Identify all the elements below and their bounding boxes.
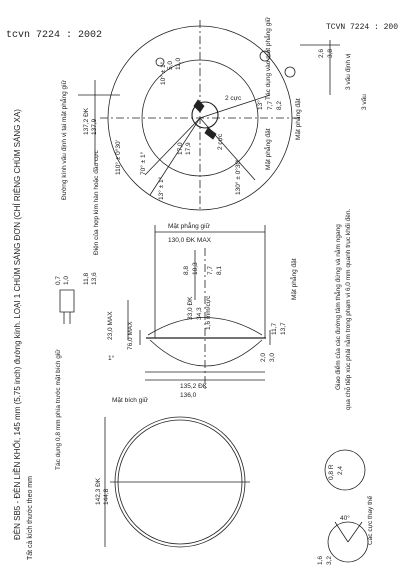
seat-plane-a: Mặt phẳng đặt xyxy=(265,128,272,170)
dim-136: 13,6 xyxy=(91,272,98,285)
dim-179: 17,9 xyxy=(185,142,192,155)
front-view-labels xyxy=(95,464,374,565)
dim-118: 11,8 xyxy=(83,272,90,285)
angle-70: 70° ± 1° xyxy=(140,151,147,175)
dim-230: 23,0 MAX xyxy=(107,311,114,340)
aiming-pads-label: 3 vấu định vị xyxy=(345,53,352,90)
center-note-1: Giao điểm của các đường tâm thẳng đứng và nằm ngang xyxy=(335,224,342,390)
dim-103: 10,3 xyxy=(192,262,199,275)
dim-1352: 135,2 ĐK xyxy=(180,383,208,390)
dim-1448: 144,8 xyxy=(103,488,110,505)
dim-77b: 7,7 xyxy=(207,265,214,275)
dim-50: 5,0 xyxy=(167,60,174,70)
cuc-left: 2 cực xyxy=(225,95,242,102)
dim-82: 8,2 xyxy=(276,100,283,110)
angle-130: 130° ± 0°30' xyxy=(235,159,242,195)
center-note-2: qua chỗ tiếp xúc phải nằm trong phạm vi 6,0 mm quanh trục khối đèn. xyxy=(345,208,352,410)
solder-label: Điện của hợp kim hàn hoặc đầu cực xyxy=(93,150,100,255)
dim-16: 1,6 xyxy=(317,555,324,565)
dim-20: 2,0 xyxy=(260,352,267,362)
dim-10: 1,0 xyxy=(63,275,70,285)
angle-13a: 13° xyxy=(257,100,264,110)
dim-1423: 142,3 ĐK xyxy=(95,477,102,505)
angle-110: 110° ± 0°30' xyxy=(115,140,122,175)
dim-terminal: 1,6 mm/cực xyxy=(205,295,212,330)
pos-ring-label: Đường kính vấu định vị tại mặt phẳng giữ xyxy=(61,80,68,200)
dim-1360: 136,0 xyxy=(180,392,197,399)
detail-ray-1 xyxy=(335,522,348,542)
dim-1379: 137,9 xyxy=(91,118,98,135)
dim-1deg: 1° xyxy=(108,355,115,362)
dim-88: 8,8 xyxy=(183,265,190,275)
alt-terminals: Các cực thay thế xyxy=(367,495,374,545)
dim-24: 2,4 xyxy=(337,465,344,475)
dim-77: 7,7 xyxy=(267,100,274,110)
dim-38: 3,8 xyxy=(327,48,334,58)
side-view xyxy=(60,225,270,392)
flange-label: Mặt bích giữ xyxy=(112,397,149,404)
terminal-socket xyxy=(60,290,74,324)
cuc-right: 2 cực xyxy=(217,133,224,150)
angle-40: 40° xyxy=(340,515,350,522)
seat-plane-b: Mặt phẳng đặt xyxy=(295,98,302,140)
rear-view-labels xyxy=(59,16,368,200)
dim-170: 17,0 xyxy=(177,142,184,155)
pad-dia-label: 3 vấu xyxy=(361,94,368,110)
dim-34: 34,3 xyxy=(196,307,203,320)
drawing-title: ĐÈN SB5 - ĐÈN LIỀN KHỐI, 145 mm (5,75 inch) đường kính. LOẠI 1 CHÙM SÁNG ĐƠN (CHỈ RIÊNG CHÙM SÁNG XA) xyxy=(13,109,22,540)
aiming-pad-1 xyxy=(285,67,295,77)
radius-08: 0,8 R xyxy=(328,464,335,480)
dim-32: 3,2 xyxy=(326,555,333,565)
rear-ray-3 xyxy=(200,118,255,180)
retain-plane-label: Mặt phẳng giữ xyxy=(168,223,210,230)
angle-10: 10° ± 1° xyxy=(160,61,167,85)
seat-plane-side: Mặt phẳng đặt xyxy=(291,258,298,300)
standard-code-right: TCVN 7224 : 200 xyxy=(325,23,398,32)
dimension-note: Tất cả kích thước theo mm xyxy=(27,476,34,560)
mounting-ring-label: Tác dụng vào mặt phẳng giữ xyxy=(265,16,272,100)
detail-ray-2 xyxy=(348,522,362,542)
front-view xyxy=(105,417,368,562)
dim-110: 11,0 xyxy=(175,57,182,70)
dim-30: 3,0 xyxy=(269,352,276,362)
dim-1372: 137,2 ĐK xyxy=(83,107,90,135)
dim-26: 2,6 xyxy=(318,48,325,58)
dim-117: 11,7 xyxy=(271,322,278,335)
dim-760: 76,0 MAX xyxy=(127,321,134,350)
side-view-labels xyxy=(55,150,352,470)
dim-81: 8,1 xyxy=(216,265,223,275)
angle-13b: 13° ± 1° xyxy=(158,176,165,200)
effect-label: Tác dụng 0,8 mm phía trước mặt bích giữ xyxy=(55,349,62,470)
standard-code-left: tcvn 7224 : 2002 xyxy=(6,30,103,41)
dim-137: 13,7 xyxy=(280,322,287,335)
dim-1300: 130,0 ĐK MAX xyxy=(168,237,211,244)
dim-07: 0,7 xyxy=(55,275,62,285)
reflector-back xyxy=(150,340,262,366)
dim-330: 33,0 ĐK xyxy=(187,296,194,320)
